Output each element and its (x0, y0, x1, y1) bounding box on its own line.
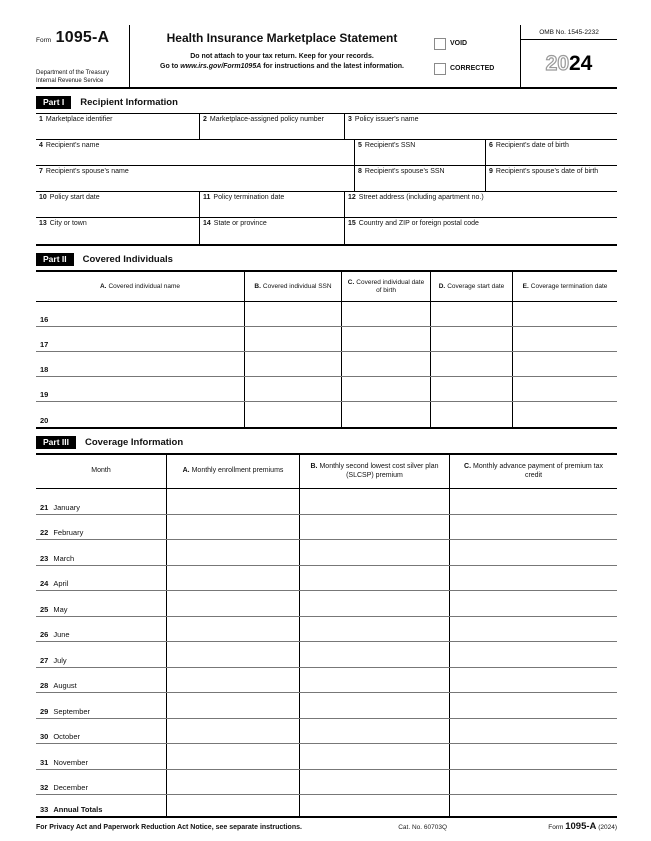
field-label: Marketplace-assigned policy number (209, 116, 324, 123)
row-number: 33 (40, 805, 49, 814)
form-word: Form (36, 37, 52, 44)
month-row-january (36, 489, 617, 515)
covered-individual-row-16 (36, 302, 617, 327)
month-cell (36, 744, 167, 769)
covered-ssn-cell[interactable] (245, 402, 342, 427)
form-title: Health Insurance Marketplace Statement (166, 31, 398, 45)
row-number: 29 (40, 706, 49, 716)
field-country-zip[interactable] (345, 218, 617, 244)
advance-payment-cell[interactable] (450, 693, 617, 718)
month-row-may (36, 591, 617, 617)
row-number: 19 (40, 390, 49, 399)
covered-ssn-cell[interactable] (245, 302, 342, 326)
privacy-notice: For Privacy Act and Paperwork Reduction Act Notice, see separate instructions. (36, 824, 302, 831)
covered-dob-cell[interactable] (342, 377, 431, 401)
field-spouse-ssn[interactable] (355, 166, 486, 191)
coverage-information-table (36, 453, 617, 818)
part2-heading (36, 252, 617, 266)
row-number: 24 (40, 579, 49, 588)
field-label: State or province (213, 220, 267, 227)
month-row-november (36, 744, 617, 770)
field-city[interactable] (36, 218, 200, 244)
advance-payment-cell[interactable] (450, 770, 617, 795)
field-number: 12 (348, 194, 356, 201)
month-label: September (53, 706, 91, 716)
field-label: City or town (49, 220, 87, 227)
row-number: 32 (40, 783, 49, 792)
field-state[interactable] (200, 218, 345, 244)
covered-ssn-cell[interactable] (245, 327, 342, 351)
part2-title: Covered Individuals (82, 253, 173, 265)
slcsp-premium-cell[interactable] (300, 591, 450, 616)
field-number: 10 (39, 194, 47, 201)
covered-dob-cell[interactable] (342, 352, 431, 376)
slcsp-premium-cell[interactable] (300, 540, 450, 565)
p3-header-row (36, 455, 617, 489)
form-number-line (36, 29, 127, 47)
annual-totals-label: Annual Totals (53, 805, 103, 814)
field-number: 7 (39, 168, 43, 175)
enrollment-premium-cell[interactable] (167, 719, 300, 744)
field-number: 9 (489, 168, 493, 175)
covered-individuals-table (36, 270, 617, 429)
month-cell (36, 540, 167, 565)
coverage-termination-cell[interactable] (513, 402, 617, 427)
enrollment-premium-cell[interactable] (167, 515, 300, 540)
month-label: January (53, 502, 81, 512)
catalog-number: Cat. No. 60703Q (398, 824, 448, 831)
form-footer (36, 821, 617, 832)
instruction-line-2 (130, 62, 434, 72)
advance-payment-cell[interactable] (450, 591, 617, 616)
advance-payment-cell[interactable] (450, 617, 617, 642)
advance-payment-cell[interactable] (450, 489, 617, 514)
field-label: Country and ZIP or foreign postal code (358, 220, 479, 227)
field-number: 8 (358, 168, 362, 175)
enrollment-premium-cell[interactable] (167, 591, 300, 616)
field-number: 2 (203, 116, 207, 123)
covered-name-cell[interactable] (36, 377, 245, 401)
agency-block (36, 70, 127, 85)
covered-ssn-cell[interactable] (245, 352, 342, 376)
tax-year (521, 40, 617, 87)
slcsp-premium-cell[interactable] (300, 642, 450, 667)
footer-form-id (548, 821, 617, 832)
coverage-termination-cell[interactable] (513, 302, 617, 326)
covered-individual-row-18 (36, 352, 617, 377)
omb-year-block (520, 25, 617, 87)
agency-line-1: Department of the Treasury (36, 70, 110, 76)
month-label: October (53, 732, 81, 741)
field-label: Recipient's spouse's name (45, 168, 129, 175)
field-label: Recipient's SSN (364, 142, 416, 149)
row-number: 26 (40, 630, 49, 639)
month-row-february (36, 515, 617, 541)
form-number: 1095-A (55, 29, 110, 46)
col-covered-dob: C. Covered individual date of birth (342, 272, 431, 301)
p1-row-4 (36, 192, 617, 218)
enrollment-premium-cell[interactable] (167, 744, 300, 769)
col-advance-payment: C. Monthly advance payment of premium tax credit (464, 462, 603, 479)
annual-totals-row (36, 795, 617, 816)
irs-url: www.irs.gov/Form1095A (180, 63, 262, 71)
field-policy-termination-date[interactable] (200, 192, 345, 217)
footer-form-number: 1095-A (565, 821, 597, 832)
slcsp-premium-total-cell[interactable] (300, 795, 450, 816)
p2-header-row (36, 272, 617, 302)
form-content (36, 25, 617, 832)
covered-name-cell[interactable] (36, 302, 245, 326)
month-cell (36, 668, 167, 693)
enrollment-premium-total-cell[interactable] (167, 795, 300, 816)
part2-badge: Part II (36, 253, 74, 266)
coverage-termination-cell[interactable] (513, 352, 617, 376)
void-row (434, 38, 516, 50)
agency-line-2: Internal Revenue Service (36, 77, 104, 84)
month-cell (36, 693, 167, 718)
row-number: 28 (40, 681, 49, 690)
form-number-block (36, 25, 130, 87)
field-spouse-name[interactable] (36, 166, 355, 191)
row-number: 31 (40, 757, 49, 767)
enrollment-premium-cell[interactable] (167, 617, 300, 642)
year-bold: 24 (569, 51, 593, 75)
field-number: 4 (39, 142, 43, 149)
covered-name-cell[interactable] (36, 402, 245, 427)
field-policy-issuer-name[interactable] (345, 114, 617, 139)
field-policy-number[interactable] (200, 114, 345, 139)
instructions (130, 52, 434, 72)
advance-payment-cell[interactable] (450, 566, 617, 591)
field-number: 11 (203, 194, 211, 201)
field-label: Recipient's spouse's SSN (364, 168, 445, 175)
field-recipient-dob[interactable] (486, 140, 617, 165)
instruction-line-1: Do not attach to your tax return. Keep for your records. (190, 53, 374, 60)
coverage-start-cell[interactable] (431, 402, 513, 427)
month-row-september (36, 693, 617, 719)
advance-payment-cell[interactable] (450, 540, 617, 565)
field-number: 6 (489, 142, 493, 149)
month-row-april (36, 566, 617, 592)
enrollment-premium-cell[interactable] (167, 770, 300, 795)
title-block (130, 25, 434, 87)
field-label: Recipient's spouse's date of birth (495, 168, 599, 175)
month-row-march (36, 540, 617, 566)
p1-row-5 (36, 218, 617, 244)
field-number: 15 (348, 220, 356, 227)
void-label: VOID (450, 40, 468, 47)
month-row-june (36, 617, 617, 643)
covered-dob-cell[interactable] (342, 327, 431, 351)
corrected-label: CORRECTED (450, 65, 495, 72)
month-row-december (36, 770, 617, 796)
part3-badge: Part III (36, 436, 76, 449)
row-number: 20 (40, 416, 49, 425)
field-number: 5 (358, 142, 362, 149)
field-spouse-dob[interactable] (486, 166, 617, 191)
recipient-info-table (36, 113, 617, 246)
form-header (36, 25, 617, 89)
enrollment-premium-cell[interactable] (167, 642, 300, 667)
row-number: 16 (40, 315, 49, 324)
advance-payment-cell[interactable] (450, 744, 617, 769)
field-street-address[interactable] (345, 192, 617, 217)
row-number: 18 (40, 365, 49, 374)
month-cell (36, 489, 167, 514)
coverage-termination-cell[interactable] (513, 327, 617, 351)
field-number: 3 (348, 116, 352, 123)
month-cell (36, 770, 167, 795)
month-cell (36, 591, 167, 616)
month-cell (36, 617, 167, 642)
field-recipient-ssn[interactable] (355, 140, 486, 165)
enrollment-premium-cell[interactable] (167, 540, 300, 565)
month-cell (36, 719, 167, 744)
advance-payment-total-cell[interactable] (450, 795, 617, 816)
col-covered-ssn: B. Covered individual SSN (245, 272, 342, 301)
slcsp-premium-cell[interactable] (300, 515, 450, 540)
month-row-july (36, 642, 617, 668)
col-enrollment-premiums: A. Monthly enrollment premiums (167, 455, 300, 488)
instruction-suffix: for instructions and the latest information. (261, 63, 404, 71)
part3-heading (36, 435, 617, 449)
p1-row-3 (36, 166, 617, 192)
row-number: 22 (40, 528, 49, 537)
slcsp-premium-cell[interactable] (300, 489, 450, 514)
covered-name-cell[interactable] (36, 352, 245, 376)
slcsp-premium-cell[interactable] (300, 719, 450, 744)
field-policy-start-date[interactable] (36, 192, 200, 217)
slcsp-premium-cell[interactable] (300, 617, 450, 642)
month-cell (36, 795, 167, 816)
month-row-october (36, 719, 617, 745)
covered-dob-cell[interactable] (342, 302, 431, 326)
omb-number: OMB No. 1545-2232 (521, 25, 617, 40)
field-label: Street address (including apartment no.) (358, 194, 484, 201)
month-row-august (36, 668, 617, 694)
field-number: 14 (203, 220, 211, 227)
field-label: Policy start date (49, 194, 100, 201)
month-cell (36, 642, 167, 667)
row-number: 25 (40, 604, 49, 614)
row-number: 17 (40, 340, 49, 349)
field-label: Policy issuer's name (354, 116, 419, 123)
coverage-start-cell[interactable] (431, 327, 513, 351)
col-coverage-start: D. Coverage start date (431, 272, 513, 301)
covered-individual-row-20 (36, 402, 617, 427)
month-cell (36, 566, 167, 591)
year-outline: 20 (545, 51, 569, 75)
field-number: 1 (39, 116, 43, 123)
row-number: 30 (40, 732, 49, 741)
month-label: May (53, 604, 68, 614)
covered-individual-row-17 (36, 327, 617, 352)
advance-payment-cell[interactable] (450, 642, 617, 667)
corrected-row (434, 63, 516, 75)
field-number: 13 (39, 220, 47, 227)
field-label: Recipient's name (45, 142, 100, 149)
field-label: Policy termination date (213, 194, 285, 201)
month-label: December (53, 783, 88, 792)
part1-heading (36, 95, 617, 109)
slcsp-premium-cell[interactable] (300, 668, 450, 693)
coverage-start-cell[interactable] (431, 377, 513, 401)
field-label: Recipient's date of birth (495, 142, 569, 149)
row-number: 21 (40, 502, 49, 512)
status-checkboxes (434, 25, 520, 87)
month-cell (36, 515, 167, 540)
coverage-termination-cell[interactable] (513, 377, 617, 401)
month-label: June (53, 630, 70, 639)
covered-name-cell[interactable] (36, 327, 245, 351)
part1-title: Recipient Information (80, 96, 178, 108)
coverage-start-cell[interactable] (431, 352, 513, 376)
month-label: March (53, 553, 75, 563)
goto-text: Go to (160, 63, 181, 71)
enrollment-premium-cell[interactable] (167, 668, 300, 693)
enrollment-premium-cell[interactable] (167, 489, 300, 514)
month-label: April (53, 579, 69, 588)
footer-form-word: Form (548, 824, 564, 831)
corrected-checkbox[interactable] (434, 63, 446, 75)
advance-payment-cell[interactable] (450, 719, 617, 744)
slcsp-premium-cell[interactable] (300, 566, 450, 591)
field-label: Marketplace identifier (45, 116, 113, 123)
month-label: July (53, 655, 67, 665)
covered-dob-cell[interactable] (342, 402, 431, 427)
p1-row-2 (36, 140, 617, 166)
part1-badge: Part I (36, 96, 71, 109)
col-slcsp-premium: B. Monthly second lowest cost silver plan (SLCSP) premium (300, 455, 450, 488)
month-label: February (53, 528, 84, 537)
footer-year: (2024) (598, 824, 617, 831)
row-number: 27 (40, 655, 49, 665)
p1-row-1 (36, 114, 617, 140)
row-number: 23 (40, 553, 49, 563)
slcsp-premium-cell[interactable] (300, 693, 450, 718)
month-label: November (53, 757, 88, 767)
covered-ssn-cell[interactable] (245, 377, 342, 401)
col-coverage-termination: E. Coverage termination date (522, 282, 608, 290)
part3-title: Coverage Information (84, 436, 184, 448)
field-recipient-name[interactable] (36, 140, 355, 165)
slcsp-premium-cell[interactable] (300, 770, 450, 795)
header-middle (130, 25, 520, 87)
enrollment-premium-cell[interactable] (167, 693, 300, 718)
advance-payment-cell[interactable] (450, 668, 617, 693)
covered-individual-row-19 (36, 377, 617, 402)
col-month: Month (36, 455, 167, 488)
slcsp-premium-cell[interactable] (300, 744, 450, 769)
col-covered-name: A. Covered individual name (36, 272, 245, 301)
month-label: August (53, 681, 77, 690)
advance-payment-cell[interactable] (450, 515, 617, 540)
void-checkbox[interactable] (434, 38, 446, 50)
field-marketplace-identifier[interactable] (36, 114, 200, 139)
coverage-start-cell[interactable] (431, 302, 513, 326)
enrollment-premium-cell[interactable] (167, 566, 300, 591)
